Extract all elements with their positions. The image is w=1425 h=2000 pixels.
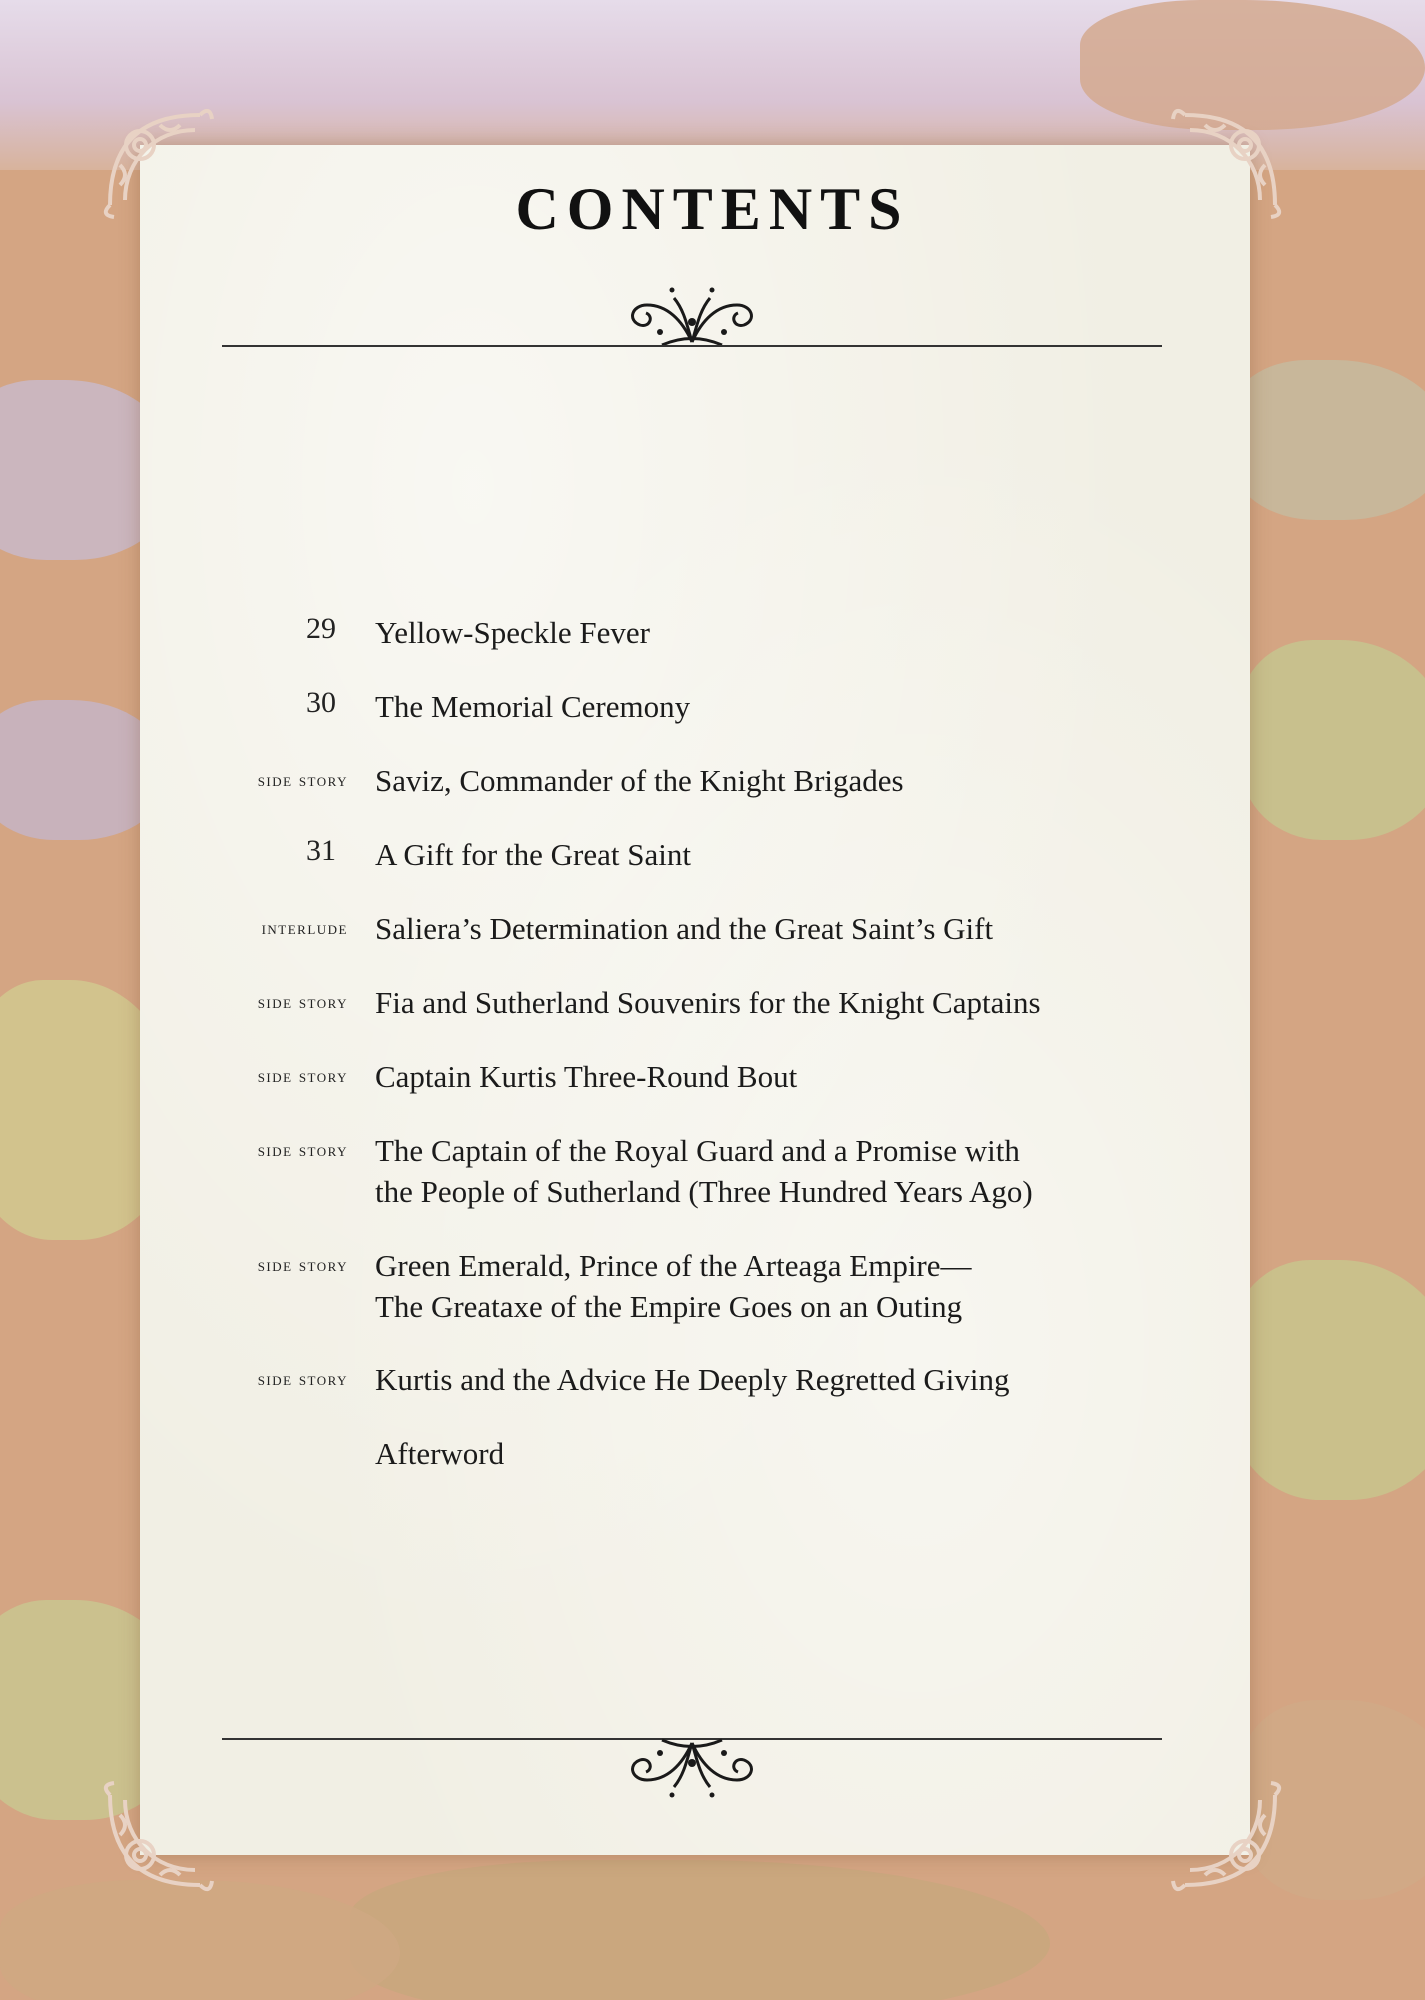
toc-entry[interactable] [0, 1359, 1425, 1429]
toc-entry-title: Kurtis and the Advice He Deeply Regretted Giving [375, 1362, 1010, 1397]
toc-entry[interactable] [0, 1433, 1425, 1503]
toc-entry-label: side story [257, 770, 348, 791]
flourish-ornament-bottom [612, 1735, 772, 1815]
scroll-flourish-icon [612, 1735, 772, 1815]
toc-entry-title: Captain Kurtis Three-Round Bout [375, 1059, 798, 1094]
toc-entry-label: interlude [261, 918, 348, 939]
filigree-icon [1165, 1775, 1285, 1895]
toc-entry-number: 31 [306, 834, 336, 867]
toc-entry-title: Yellow-Speckle Fever [375, 615, 650, 650]
toc-entry[interactable] [0, 834, 1425, 904]
toc-entry-title-line2: the People of Sutherland (Three Hundred Years Ago) [375, 1174, 1033, 1209]
page-title: CONTENTS [515, 176, 910, 242]
bg-shape [350, 1860, 1050, 2000]
bg-shape [0, 1880, 400, 2000]
toc-entry-title: Saliera’s Determination and the Great Saint’s Gift [375, 911, 994, 946]
toc-entry-title: Fia and Sutherland Souvenirs for the Knight Captains [375, 985, 1041, 1020]
toc-entry-label: side story [257, 1255, 348, 1276]
toc-entry-label: side story [257, 1140, 348, 1161]
bg-shape [1230, 360, 1425, 520]
toc-entry[interactable] [0, 686, 1425, 756]
toc-entry[interactable] [0, 1245, 1425, 1355]
corner-ornament-bottom-right [1165, 1775, 1285, 1895]
toc-entry[interactable] [0, 760, 1425, 830]
toc-entry[interactable] [0, 612, 1425, 682]
toc-entry[interactable] [0, 1130, 1425, 1240]
flourish-ornament-top [612, 270, 772, 350]
toc-entry[interactable] [0, 1056, 1425, 1126]
toc-entry[interactable] [0, 982, 1425, 1052]
toc-entry-title: The Captain of the Royal Guard and a Promise with [375, 1133, 1020, 1168]
corner-ornament-bottom-left [100, 1775, 220, 1895]
toc-entry-title: A Gift for the Great Saint [375, 837, 691, 872]
toc-entry-title: Saviz, Commander of the Knight Brigades [375, 763, 904, 798]
scroll-flourish-icon [612, 270, 772, 350]
toc-entry-number: 29 [306, 612, 336, 645]
toc-entry-title: Afterword [375, 1436, 505, 1471]
toc-entry-number: 30 [306, 686, 336, 719]
toc-entry-label: side story [257, 1066, 348, 1087]
header-divider [222, 345, 1162, 347]
filigree-icon [100, 1775, 220, 1895]
toc-entry-title: The Memorial Ceremony [375, 689, 691, 724]
toc-entry-label: side story [257, 992, 348, 1013]
toc-entry-title-line2: The Greataxe of the Empire Goes on an Outing [375, 1289, 963, 1324]
toc-entry[interactable] [0, 908, 1425, 978]
toc-entry-label: side story [257, 1369, 348, 1390]
toc-entry-title: Green Emerald, Prince of the Arteaga Empire— [375, 1248, 972, 1283]
